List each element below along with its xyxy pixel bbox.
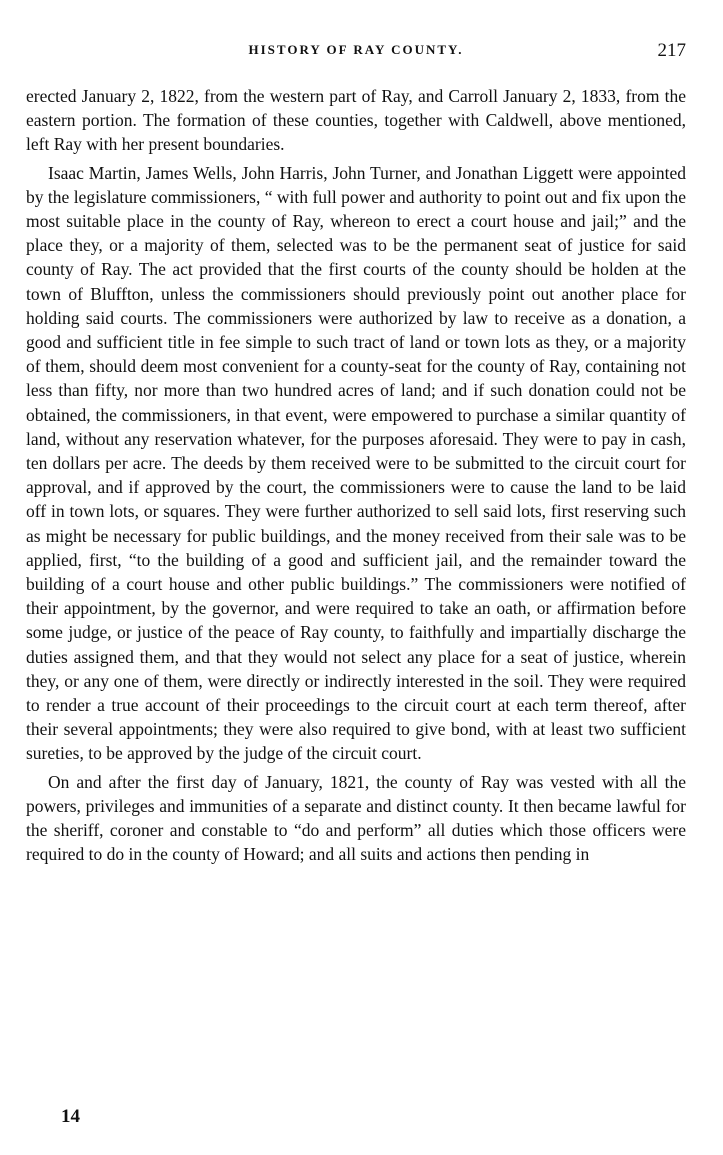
- page-number: 217: [657, 40, 686, 61]
- paragraph-continuation: erected January 2, 1822, from the western part of Ray, and Carroll January 2, 1833, from the eastern portion. The formation of these counties, together with Caldwell, above mentioned, left Ray with her present boundaries.: [26, 86, 686, 155]
- running-title: HISTORY OF RAY COUNTY.: [248, 42, 464, 57]
- running-head: [26, 40, 686, 66]
- signature-mark: 14: [61, 1106, 80, 1127]
- paragraph-commissioners: Isaac Martin, James Wells, John Harris, John Turner, and Jonathan Liggett were appointed by the legislature commissioners, “ with full power and authority to point out and fix upon the most suitable place in the county of Ray, whereon to erect a court house and jail;” and the place they, or a majority of them, selected was to be the permanent seat of justice for said county of Ray. The act provided that the first courts of the county should be holden at the town of Bluffton, unless the commissioners should previously point out another place for holding said courts. The commissioners were authorized by law to receive as a donation, a good and sufficient title in fee simple to such tract of land or town lots as they, or a majority of them, should deem most convenient for a county-seat for the county of Ray, containing not less than fifty, nor more than two hundred acres of land; and if such donation could not be obtained, the commissioners, in that event, were empowered to purchase a similar quantity of land, without any reservation whatever, for the purposes aforesaid. They were to pay in cash, ten dollars per acre. The deeds by them received were to be submitted to the circuit court for approval, and if approved by the court, the commissioners were to cause the land to be laid off in town lots, or squares. They were further authorized to sell said lots, first reserving such as might be necessary for public buildings, and the money received from their sale was to be applied, first, “to the building of a good and sufficient jail, and the remainder toward the building of a court house and other public buildings.” The commissioners were notified of their appointment, by the governor, and were required to take an oath, or affirmation before some judge, or justice of the peace of Ray county, to faithfully and impartially discharge the duties assigned them, and that they would not select any place for a seat of justice, wherein they, or any one of them, were directly or indirectly interested in the soil. They were required to render a true account of their proceedings to the circuit court at each term thereof, after their several appointments; they were also required to give bond, with at least two sufficient sureties, to be approved by the judge of the circuit court.: [26, 162, 686, 764]
- body-text: [26, 84, 686, 867]
- paragraph-county-powers: On and after the first day of January, 1821, the county of Ray was vested with all the powers, privileges and immunities of a separate and distinct county. It then became lawful for the sheriff, coroner and constable to “do and perform” all duties which those officers were required to do in the county of Howard; and all suits and actions then pending in: [26, 771, 686, 865]
